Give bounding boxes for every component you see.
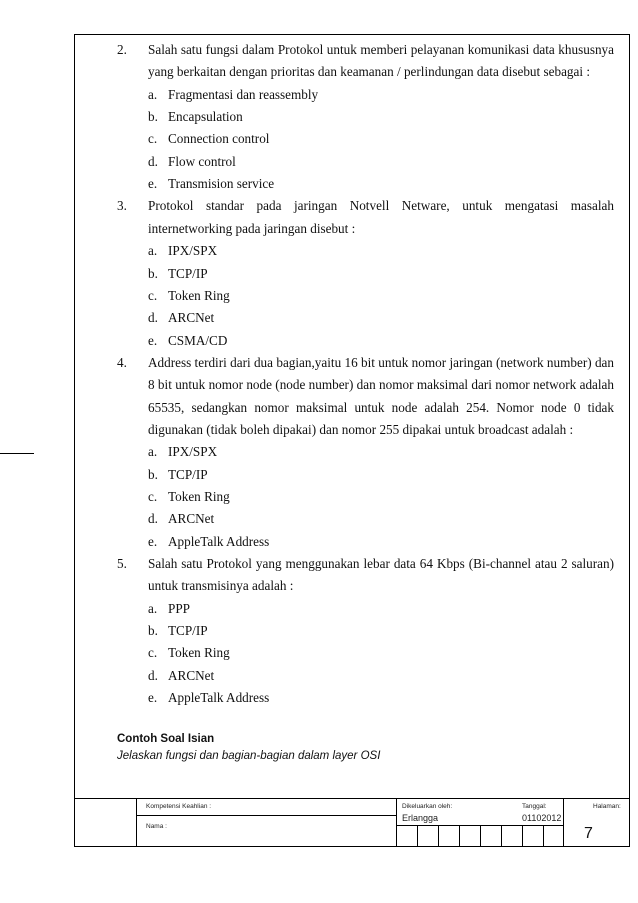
- answer-option: [148, 87, 318, 103]
- option-letter: c.: [148, 645, 158, 661]
- footer-table: [74, 798, 630, 847]
- tanggal-value: 01102012: [522, 813, 562, 823]
- option-text: ARCNet: [168, 667, 215, 683]
- question-text-line: 8 bit untuk nomor node (node number) dan nomor maksimal dari nomor network adalah: [148, 377, 614, 393]
- option-text: IPX/SPX: [168, 444, 218, 460]
- option-letter: c.: [148, 489, 158, 504]
- option-text: ARCNet: [168, 310, 215, 326]
- answer-option: [148, 601, 190, 617]
- option-text: PPP: [168, 600, 191, 616]
- option-text: ARCNet: [168, 511, 215, 527]
- answer-option: [148, 243, 217, 259]
- option-letter: d.: [148, 310, 158, 326]
- question-text-line: digunakan (tidak boleh dipakai) dan nomor 255 dipakai untuk broadcast adalah :: [148, 421, 574, 437]
- option-letter: e.: [148, 332, 158, 348]
- option-text: AppleTalk Address: [168, 690, 270, 706]
- question-number: 2.: [117, 42, 127, 57]
- option-text: Token Ring: [168, 645, 230, 661]
- option-text: CSMA/CD: [168, 332, 228, 348]
- option-text: Token Ring: [168, 287, 230, 303]
- answer-option: [148, 310, 214, 326]
- footer-box-line: [438, 825, 439, 847]
- option-letter: a.: [148, 86, 158, 102]
- footer-box-line: [501, 825, 502, 847]
- dikeluarkan-value: Erlangga: [402, 813, 439, 823]
- footer-divider: [563, 798, 564, 847]
- page-number: 7: [584, 825, 593, 842]
- answer-option: [148, 534, 269, 550]
- answer-option: [148, 645, 230, 661]
- option-letter: c.: [148, 287, 158, 303]
- option-letter: e.: [148, 176, 158, 192]
- nama-label: Nama :: [146, 823, 167, 830]
- answer-option: [148, 623, 208, 639]
- option-text: TCP/IP: [168, 623, 208, 639]
- footer-box-line: [417, 825, 418, 847]
- question-text-line: 65535, sedangkan nomor maksimal untuk node adalah 254. Nomor node 0 tidak: [148, 399, 614, 415]
- option-letter: e.: [148, 690, 158, 706]
- option-text: Transmision service: [168, 176, 275, 192]
- footer-box-line: [522, 825, 523, 847]
- question-text-line: untuk transmisinya adalah :: [148, 578, 294, 594]
- option-letter: a.: [148, 444, 158, 460]
- option-text: TCP/IP: [168, 466, 208, 482]
- option-letter: d.: [148, 511, 158, 527]
- answer-option: [148, 176, 274, 192]
- option-text: Connection control: [168, 131, 270, 147]
- option-letter: b.: [148, 623, 158, 639]
- answer-option: [148, 109, 243, 125]
- option-letter: e.: [148, 533, 158, 549]
- option-letter: b.: [148, 265, 158, 281]
- dikeluarkan-label: Dikeluarkan oleh:: [402, 803, 453, 810]
- option-text: Flow control: [168, 153, 236, 169]
- option-letter: b.: [148, 466, 158, 482]
- option-letter: c.: [148, 131, 158, 147]
- footer-box-line: [459, 825, 460, 847]
- answer-option: [148, 668, 214, 684]
- kompetensi-label: Kompetensi Keahlian :: [146, 803, 212, 810]
- option-letter: d.: [148, 153, 158, 169]
- section-subtitle: Jelaskan fungsi dan bagian-bagian dalam layer OSI: [117, 750, 381, 762]
- answer-option: [148, 690, 269, 706]
- footer-box-line: [480, 825, 481, 847]
- option-text: Token Ring: [168, 489, 230, 504]
- option-text: TCP/IP: [168, 265, 208, 281]
- option-text: IPX/SPX: [168, 243, 218, 259]
- answer-option: [148, 288, 230, 304]
- option-text: AppleTalk Address: [168, 533, 270, 549]
- question-text-line: Address terdiri dari dua bagian,yaitu 16 bit untuk nomor jaringan (network number) dan: [148, 354, 614, 370]
- option-letter: d.: [148, 667, 158, 683]
- halaman-label: Halaman:: [593, 803, 621, 810]
- answer-option: [148, 467, 208, 483]
- question-text-line: Salah satu fungsi dalam Protokol untuk memberi pelayanan komunikasi data khususnya: [148, 42, 614, 57]
- answer-option: [148, 489, 230, 505]
- footer-divider: [136, 798, 137, 847]
- option-text: Encapsulation: [168, 109, 243, 125]
- footer-top-line: [74, 798, 630, 799]
- question-text-line: internetworking pada jaringan disebut :: [148, 220, 356, 236]
- answer-option: [148, 154, 236, 170]
- option-text: Fragmentasi dan reassembly: [168, 86, 319, 102]
- question-text-line: Protokol standar pada jaringan Notvell Netware, untuk mengatasi masalah: [148, 198, 614, 214]
- question-text-line: yang berkaitan dengan prioritas dan keamanan / perlindungan data disebut sebagai :: [148, 64, 590, 80]
- question-number: 5.: [117, 556, 127, 572]
- margin-mark: [0, 453, 34, 454]
- footer-divider: [136, 815, 396, 816]
- question-number: 3.: [117, 198, 127, 214]
- section-title: Contoh Soal Isian: [117, 733, 215, 745]
- question-text-line: Salah satu Protokol yang menggunakan lebar data 64 Kbps (Bi-channel atau 2 saluran): [148, 556, 614, 572]
- footer-box-line: [543, 825, 544, 847]
- option-letter: b.: [148, 109, 158, 125]
- answer-option: [148, 511, 214, 527]
- answer-option: [148, 333, 227, 349]
- answer-option: [148, 444, 217, 460]
- answer-option: [148, 131, 269, 147]
- tanggal-label: Tanggal:: [522, 803, 547, 810]
- footer-divider: [396, 798, 397, 847]
- answer-option: [148, 266, 208, 282]
- question-number: 4.: [117, 354, 127, 370]
- option-letter: a.: [148, 600, 158, 616]
- option-letter: a.: [148, 243, 158, 259]
